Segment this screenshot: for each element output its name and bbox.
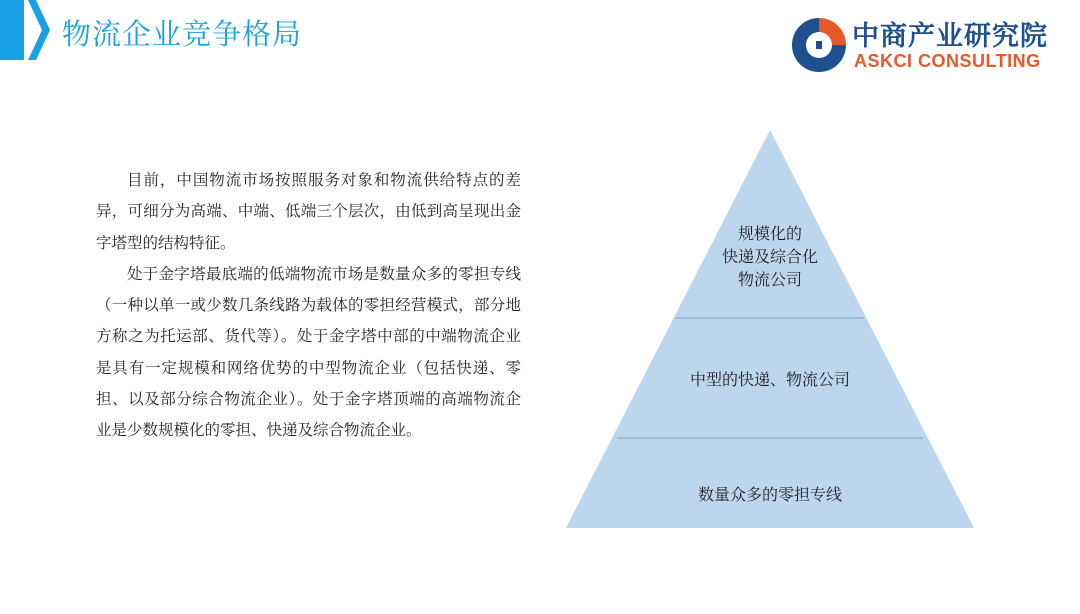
pyramid-shape [566, 130, 974, 528]
body-text [96, 165, 521, 447]
company-logo [788, 12, 1078, 74]
logo-name-en: ASKCI CONSULTING [854, 51, 1041, 71]
pyramid-diagram [560, 128, 980, 530]
askci-logo-icon [788, 14, 850, 76]
logo-name-cn: 中商产业研究院 [852, 21, 1048, 52]
pyramid-level-middle-label: 中型的快递、物流公司 [689, 370, 851, 389]
body-paragraph: 目前，中国物流市场按照服务对象和物流供给特点的差异，可细分为高端、中端、低端三个层次，由低到高呈现出金字塔型的结构特征。 [96, 171, 521, 252]
page-title: 物流企业竞争格局 [62, 17, 303, 51]
header-accent-bar [0, 0, 24, 60]
pyramid-level-bottom-label: 数量众多的零担专线 [697, 485, 843, 504]
header-chevron-icon [28, 0, 50, 60]
pyramid-level-middle [690, 370, 850, 389]
body-paragraph: 处于金字塔最底端的低端物流市场是数量众多的零担专线（一种以单一或少数几条线路为载体的零担经营模式，部分地方称之为托运部、货代等）。处于金字塔中部的中端物流企业是具有一定规模和网络优势的中型物流企业（包括快递、零担、以及部分综合物流企业）。处于金字塔顶端的高端物流企业是少数规模化的零担、快递及综合物流企业。 [96, 264, 521, 440]
pyramid-level-bottom [698, 485, 842, 504]
pyramid-level-top-line: 物流公司 [737, 270, 803, 289]
pyramid-level-top-line: 快递及综合化 [721, 247, 819, 266]
pyramid-level-top-line: 规模化的 [737, 224, 803, 243]
